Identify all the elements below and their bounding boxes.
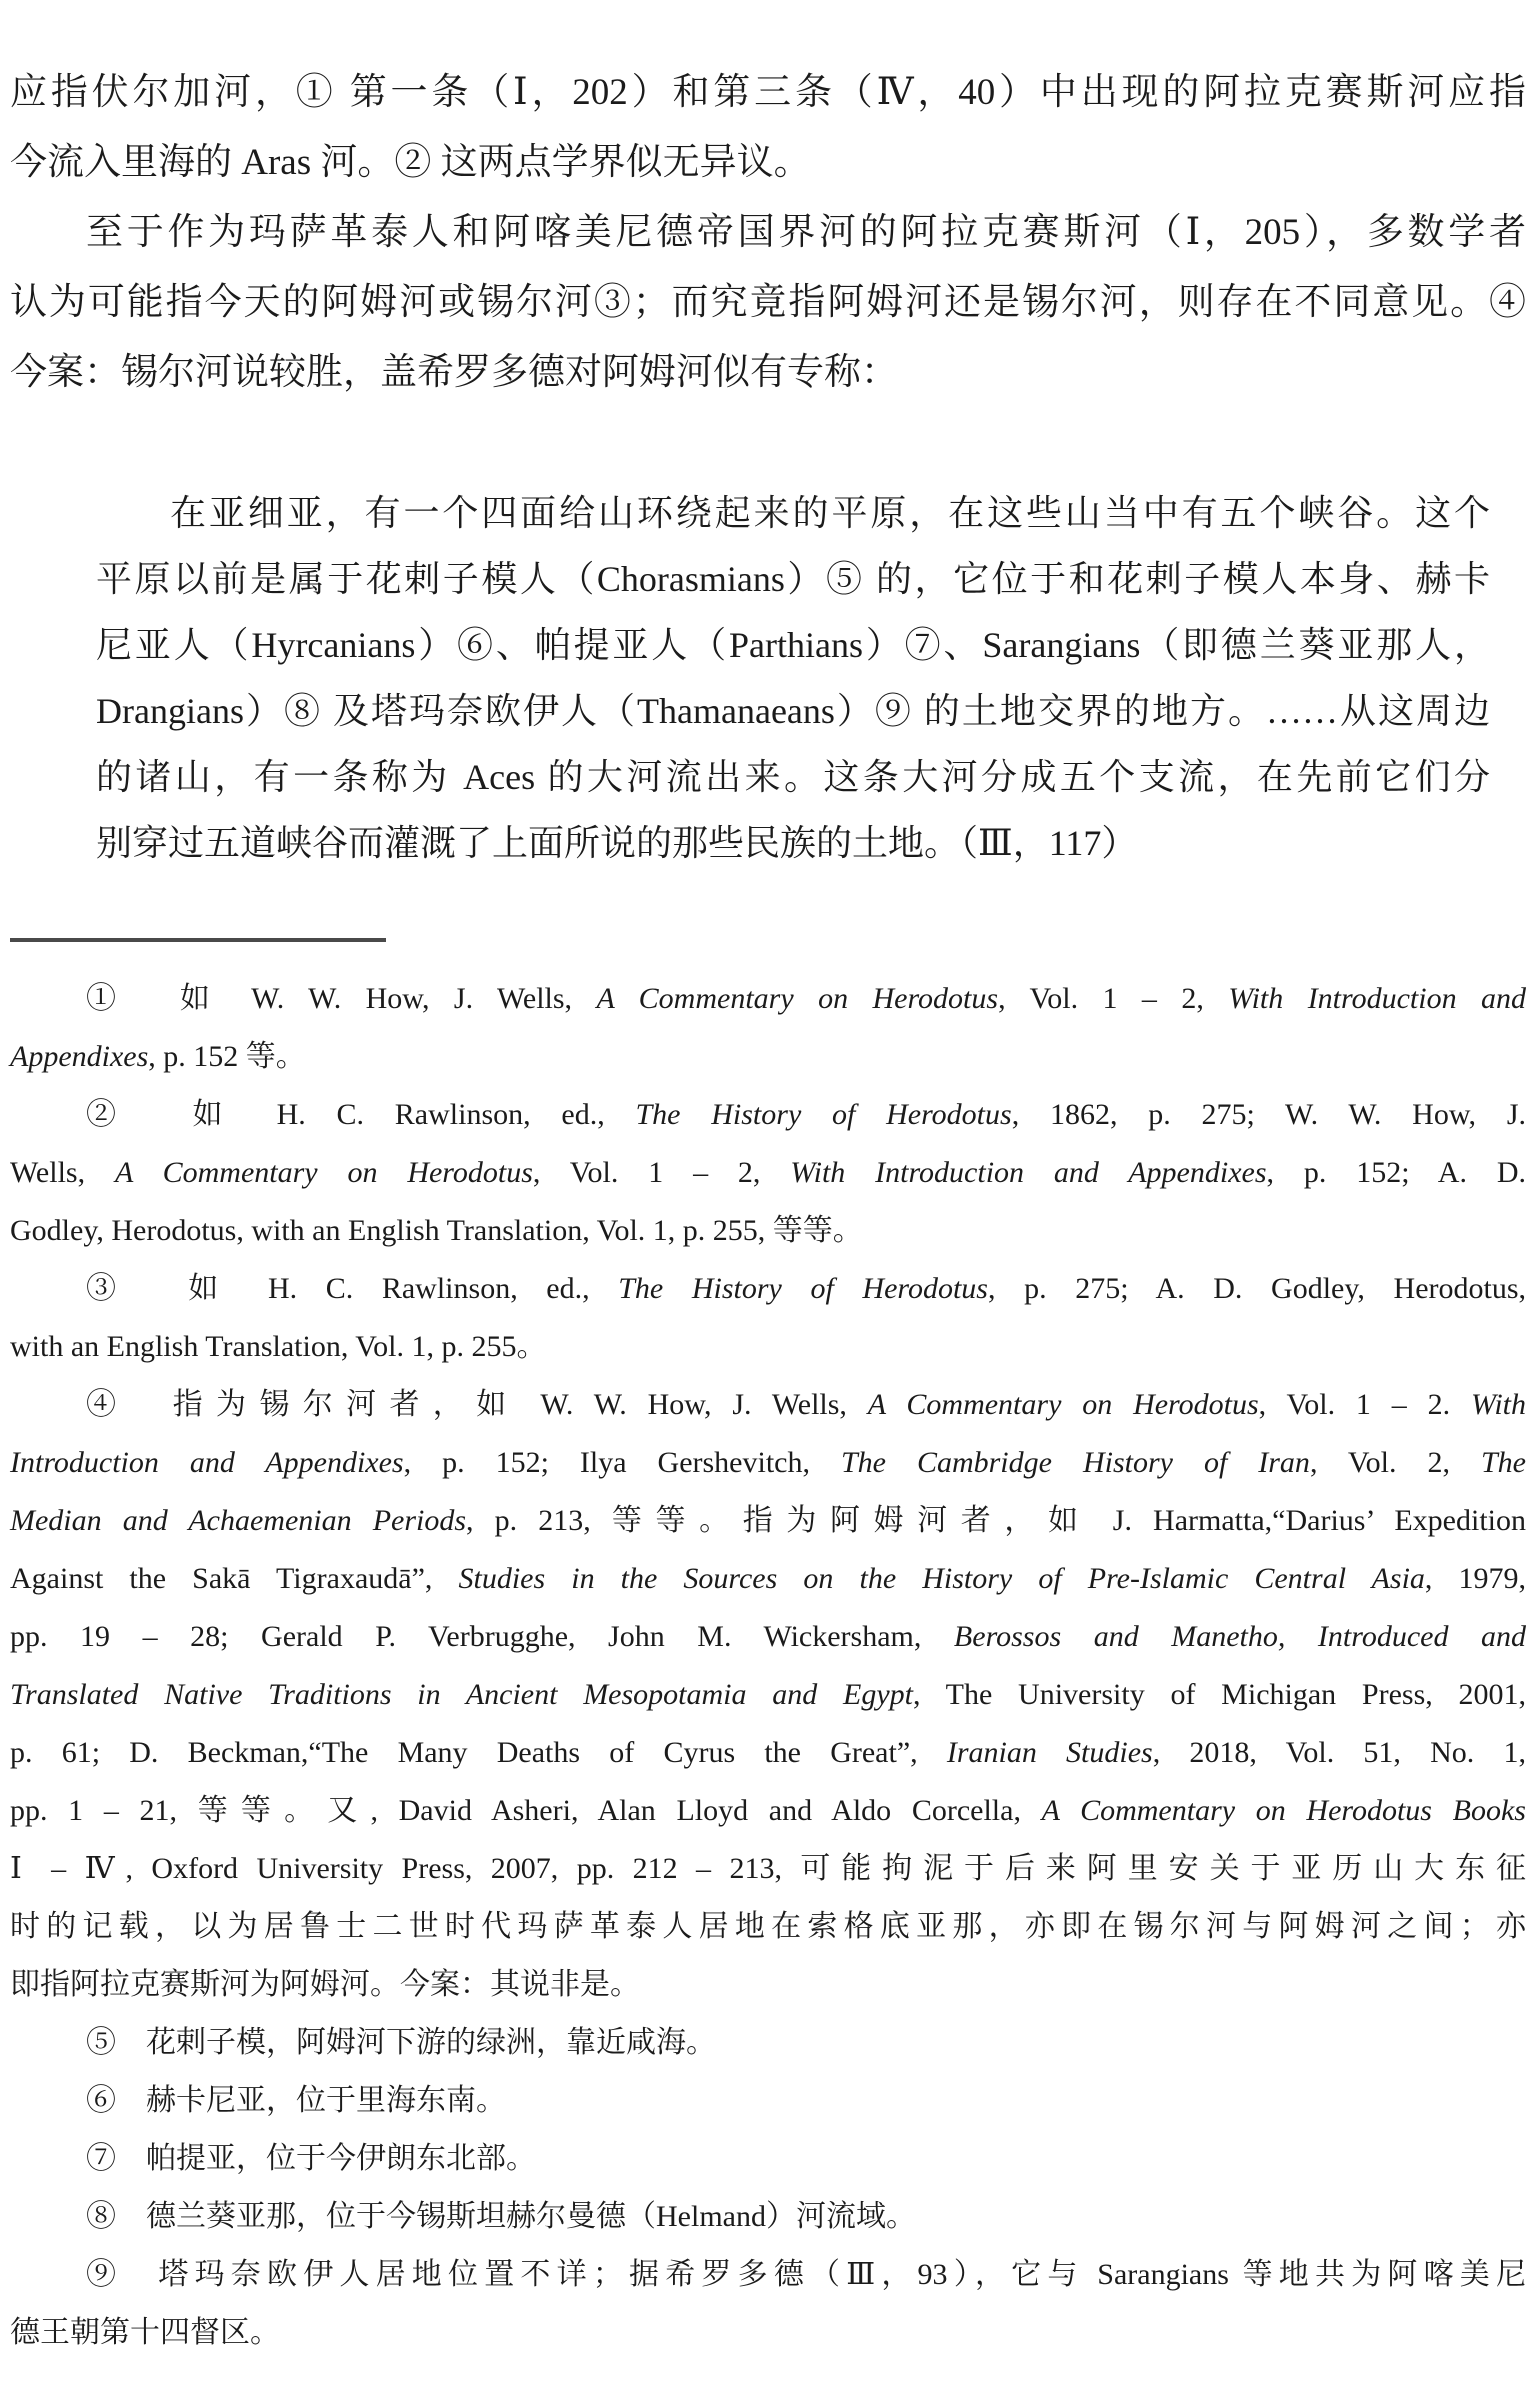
italic-title: A Commentary on Herodotus (867, 1388, 1259, 1421)
italic-title: The (1481, 1446, 1526, 1479)
footnote-line: pp. 19 – 28; Gerald P. Verbrugghe, John M. Wickersham, Berossos and Manetho, Introduced and (10, 1620, 1526, 1653)
italic-title: The Cambridge History of Iran (840, 1446, 1310, 1479)
footnote-line: ③ 如 H. C. Rawlinson, ed., The History of Herodotus, p. 275; A. D. Godley, Herodotus, (86, 1272, 1527, 1305)
footnote-line: ④ 指为锡尔河者，如 W. W. How, J. Wells, A Commentary on Herodotus, Vol. 1 – 2. With (86, 1388, 1526, 1421)
text-line: 应指伏尔加河，① 第一条（Ⅰ，202）和第三条（Ⅳ，40）中出现的阿拉克赛斯河应指 (10, 72, 1526, 113)
block-quote (96, 480, 1490, 876)
footnote-separator (10, 938, 386, 942)
quote-line: 平原以前是属于花剌子模人（Chorasmians）⑤ 的，它位于和花剌子模人本身、赫卡 (96, 559, 1490, 599)
footnote-line: ⑤ 花剌子模，阿姆河下游的绿洲，靠近咸海。 (86, 2026, 716, 2059)
footnotes-section (10, 970, 1526, 2362)
italic-title: Introduction and Appendixes (10, 1446, 404, 1479)
quote-line: Drangians）⑧ 及塔玛奈欧伊人（Thamanaeans）⑨ 的土地交界的地方。……从这周边 (96, 691, 1490, 731)
footnote-line: ① 如 W. W. How, J. Wells, A Commentary on Herodotus, Vol. 1 – 2, With Introduction and (86, 982, 1526, 1015)
footnote-line: Translated Native Traditions in Ancient Mesopotamia and Egypt, The University of Michigan Press, 2001, (10, 1678, 1526, 1711)
footnote-line: Median and Achaemenian Periods, p. 213, 等等。指为阿姆河者，如 J. Harmatta,“Darius’ Expedition (10, 1504, 1526, 1537)
footnote-line: 德王朝第十四督区。 (10, 2316, 280, 2349)
italic-title: Appendixes (10, 1040, 149, 1073)
footnote-line: ② 如 H. C. Rawlinson, ed., The History of Herodotus, 1862, p. 275; W. W. How, J. (86, 1098, 1527, 1131)
footnote-line: p. 61; D. Beckman,“The Many Deaths of Cyrus the Great”, Iranian Studies, 2018, Vol. 51, No. 1, (10, 1736, 1526, 1769)
italic-title: Studies in the Sources on the History of Pre-Islamic Central Asia (458, 1562, 1425, 1595)
footnote-line: 即指阿拉克赛斯河为阿姆河。今案：其说非是。 (10, 1968, 640, 2001)
italic-title: With (1470, 1388, 1526, 1421)
quote-line: 尼亚人（Hyrcanians）⑥、帕提亚人（Parthians）⑦、Sarangians（即德兰葵亚那人， (96, 625, 1490, 665)
italic-title: Translated Native Traditions in Ancient Mesopotamia and Egypt (10, 1678, 913, 1711)
italic-title: A Commentary on Herodotus (114, 1156, 533, 1189)
italic-title: A Commentary on Herodotus Books (1041, 1794, 1526, 1827)
footnote-line: Introduction and Appendixes, p. 152; Ilya Gershevitch, The Cambridge History of Iran, Vol. 2, The (10, 1446, 1526, 1479)
paragraphs-container (10, 58, 1526, 408)
footnote-line: Against the Sakā Tigraxaudā”, Studies in the Sources on the History of Pre-Islamic Central Asia, 1979, (10, 1562, 1527, 1595)
italic-title: Median and Achaemenian Periods (10, 1504, 467, 1537)
text-line: 至于作为玛萨革泰人和阿喀美尼德帝国界河的阿拉克赛斯河（Ⅰ，205），多数学者 (86, 212, 1526, 253)
footnote-line: with an English Translation, Vol. 1, p. 255。 (10, 1330, 547, 1363)
footnote-line: 时的记载，以为居鲁士二世时代玛萨革泰人居地在索格底亚那，亦即在锡尔河与阿姆河之间；亦 (10, 1910, 1526, 1943)
footnote-line: ⑨ 塔玛奈欧伊人居地位置不详；据希罗多德（Ⅲ，93），它与 Sarangians 等地共为阿喀美尼 (86, 2258, 1526, 2291)
text-line: 今案：锡尔河说较胜，盖希罗多德对阿姆河似有专称： (10, 352, 898, 393)
quote-line: 别穿过五道峡谷而灌溉了上面所说的那些民族的土地。（Ⅲ，117） (96, 823, 1138, 863)
footnote-line: ⑦ 帕提亚，位于今伊朗东北部。 (86, 2142, 536, 2175)
text-line: 认为可能指今天的阿姆河或锡尔河③；而究竟指阿姆河还是锡尔河，则存在不同意见。④ (10, 282, 1526, 323)
italic-title: With Introduction and Appendixes (790, 1156, 1267, 1189)
footnote-line: Appendixes, p. 152 等。 (10, 1040, 306, 1073)
italic-title: The History of Herodotus (618, 1272, 988, 1305)
text-line: 今流入里海的 Aras 河。② 这两点学界似无异议。 (10, 142, 811, 183)
footnote-line: ⑧ 德兰葵亚那，位于今锡斯坦赫尔曼德（Helmand）河流域。 (86, 2200, 916, 2233)
italic-title: A Commentary on Herodotus (596, 982, 999, 1015)
footnote-line: Wells, A Commentary on Herodotus, Vol. 1 – 2, With Introduction and Appendixes, p. 152; A. D. (10, 1156, 1526, 1189)
italic-title: Berossos and Manetho, Introduced and (953, 1620, 1526, 1653)
italic-title: The History of Herodotus (635, 1098, 1012, 1131)
footnote-line: Ⅰ – Ⅳ, Oxford University Press, 2007, pp. 212 – 213, 可能拘泥于后来阿里安关于亚历山大东征 (10, 1852, 1526, 1885)
footnote-line: Godley, Herodotus, with an English Translation, Vol. 1, p. 255, 等等。 (10, 1214, 863, 1247)
footnote-line: ⑥ 赫卡尼亚，位于里海东南。 (86, 2084, 506, 2117)
italic-title: Iranian Studies (946, 1736, 1153, 1769)
quote-line: 的诸山，有一条称为 Aces 的大河流出来。这条大河分成五个支流，在先前它们分 (96, 757, 1490, 797)
italic-title: With Introduction and (1228, 982, 1526, 1015)
footnote-line: pp. 1 – 21, 等等。又, David Asheri, Alan Lloyd and Aldo Corcella, A Commentary on Herodotus Books (10, 1794, 1526, 1827)
quote-line: 在亚细亚，有一个四面给山环绕起来的平原，在这些山当中有五个峡谷。这个 (170, 493, 1490, 533)
main-text-block (10, 58, 1526, 876)
